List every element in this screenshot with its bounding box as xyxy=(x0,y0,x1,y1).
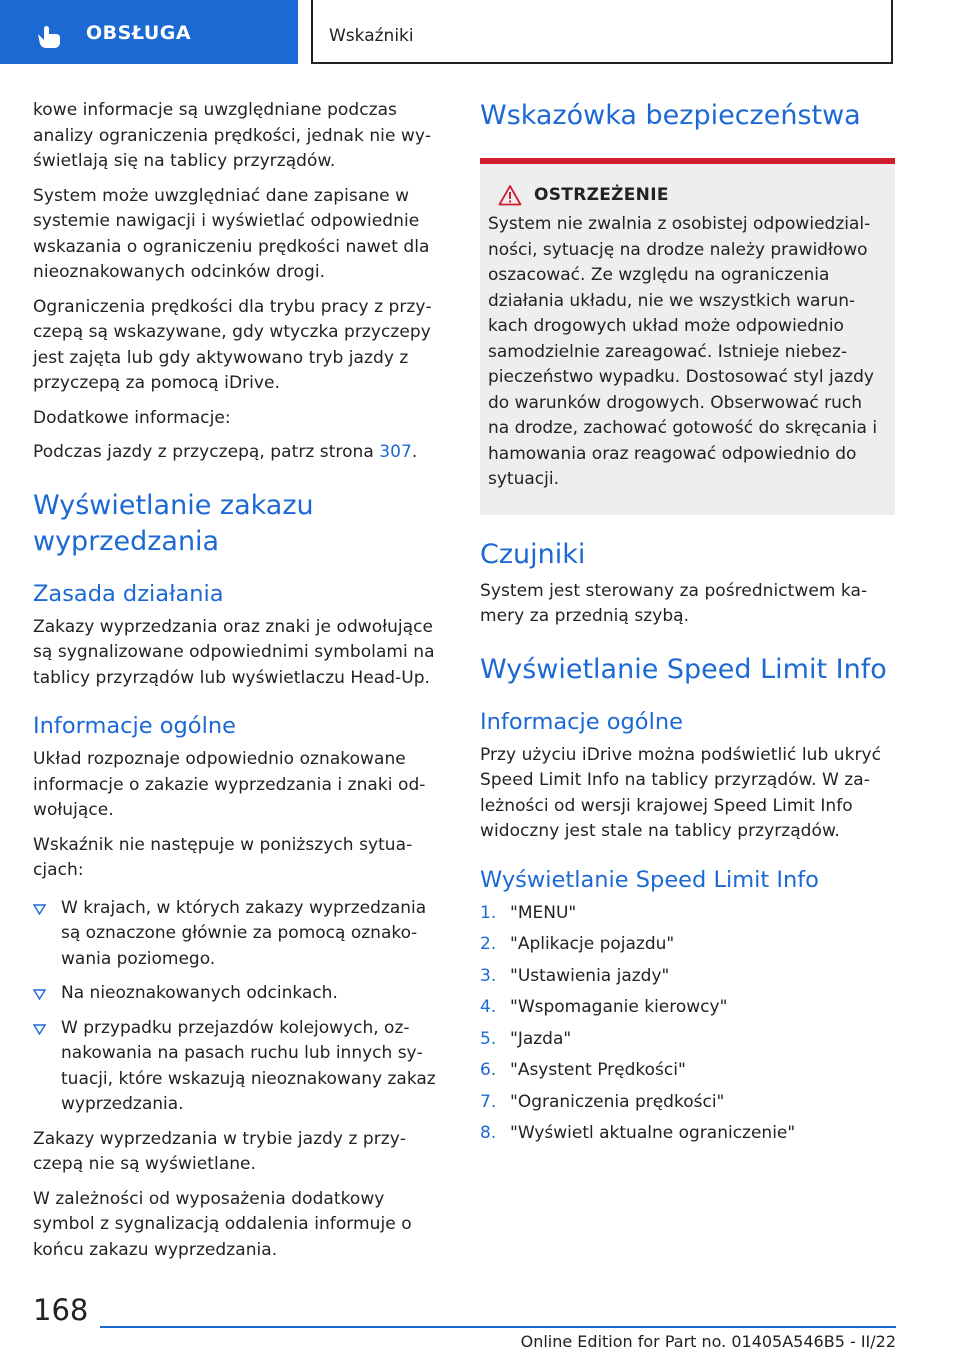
steps-list xyxy=(480,901,895,1147)
paragraph: kowe informacje są uwzględniane podczas analizy ograniczenia prędkości, jednak nie wyświetlają się na tablicy przyrządów. xyxy=(33,100,432,171)
chapter-header xyxy=(311,0,893,64)
step-item: 5. "Jazda" xyxy=(480,1028,572,1049)
paragraph: Dodatkowe informacje: xyxy=(33,407,231,428)
heading-general-info: Informacje ogólne xyxy=(480,708,683,735)
heading-speed-limit-info: Wyświetlanie Speed Limit Info xyxy=(480,653,887,685)
section-tab xyxy=(0,0,298,64)
warning-header xyxy=(488,184,887,206)
warning-text: System nie zwalnia z osobistej odpowiedzialności, sytuację na drodze należy prawidłowo oszacować. Ze względu na ograniczenia działania układu, nie we wszystkich warunkach drogowych układ może odpowiednio samodzielnie zareagować. Istnieje niebezpieczeństwo wypadku. Dostosować styl jazdy do warunków drogowych. Obserwować ruch na drodze, zachować gotowość do skręcania i hamowania oraz reagować odpowiednio do sytuacji. xyxy=(488,214,878,489)
section-label: OBSŁUGA xyxy=(86,22,192,44)
triangle-bullet-icon xyxy=(33,904,46,915)
step-item: 1. "MENU" xyxy=(480,902,577,923)
list-item: Na nieoznakowanych odcinkach. xyxy=(33,981,445,1007)
paragraph: Wskaźnik nie następuje w poniższych sytuacjach: xyxy=(33,834,413,880)
warning-title: OSTRZEŻENIE xyxy=(534,185,669,205)
left-column xyxy=(33,98,445,1272)
edition-text: Online Edition for Part no. 01405A546B5 - II/22 xyxy=(520,1332,896,1351)
paragraph-with-reference xyxy=(33,440,445,466)
right-column xyxy=(480,98,895,1153)
hand-pointer-icon xyxy=(30,20,70,50)
step-item: 4. "Wspomaganie kierowcy" xyxy=(480,997,728,1017)
warning-box xyxy=(480,158,895,515)
chapter-title: Wskaźniki xyxy=(329,26,414,46)
paragraph: System jest sterowany za pośrednictwem kamery za przednią szybą. xyxy=(480,580,868,626)
step-item: 8. "Wyświetl aktualne ograniczenie" xyxy=(480,1123,796,1143)
heading-principle: Zasada działania xyxy=(33,580,224,607)
paragraph: Ograniczenia prędkości dla trybu pracy z przyczepą są wskazywane, gdy wtyczka przyczepy jest zajęta lub gdy aktywowano tryb jazdy z przyczepą za pomocą iDrive. xyxy=(33,296,432,393)
triangle-bullet-icon xyxy=(33,1024,46,1035)
step-item: 6. "Asystent Prędkości" xyxy=(480,1060,686,1080)
step-item: 2. "Aplikacje pojazdu" xyxy=(480,934,675,954)
heading-general-info: Informacje ogólne xyxy=(33,713,236,739)
paragraph: Zakazy wyprzedzania oraz znaki je odwołujące są sygnalizowane odpowiednimi symbolami na tablicy przyrządów lub wyświetlaczu Head-Up. xyxy=(33,616,435,688)
paragraph: W zależności od wyposażenia dodatkowy symbol z sygnalizacją oddalenia informuje o końcu zakazu wyprzedzania. xyxy=(33,1188,412,1260)
bullet-list xyxy=(33,896,445,1118)
heading-no-overtaking: Wyświetlanie zakazu wyprzedzania xyxy=(33,489,314,557)
paragraph: Przy użyciu iDrive można podświetlić lub ukryć Speed Limit Info na tablicy przyrządów. W zależności od wersji krajowej Speed Limit Info widoczny jest stale na tablicy przyrządów. xyxy=(480,744,882,841)
reference-text: Podczas jazdy z przyczepą, patrz strona xyxy=(33,442,380,462)
step-item: 7. "Ograniczenia prędkości" xyxy=(480,1091,725,1112)
heading-safety-note: Wskazówka bezpieczeństwa xyxy=(480,100,861,131)
page-reference-link[interactable]: 307 xyxy=(379,442,412,462)
heading-speed-limit-display: Wyświetlanie Speed Limit Info xyxy=(480,866,819,893)
list-item: W przypadku przejazdów kolejowych, oznakowania na pasach ruchu lub innych sytuacji, które wskazują nieoznakowany zakaz wyprzedzania. xyxy=(33,1016,445,1118)
paragraph: System może uwzględniać dane zapisane w systemie nawigacji i wyświetlać odpowiednie wskazania o ograniczeniu prędkości nawet dla nieoznakowanych odcinków drogi. xyxy=(33,185,430,282)
paragraph: Zakazy wyprzedzania w trybie jazdy z przyczepą nie są wyświetlane. xyxy=(33,1128,406,1174)
reference-end: . xyxy=(411,442,418,462)
paragraph: Układ rozpoznaje odpowiednio oznakowane informacje o zakazie wyprzedzania i znaki odwołujące. xyxy=(33,749,426,820)
list-item: W krajach, w których zakazy wyprzedzania są oznaczone głównie za pomocą oznakowania poziomego. xyxy=(33,896,445,973)
page-number: 168 xyxy=(33,1293,89,1327)
footer-divider xyxy=(100,1326,896,1328)
heading-sensors: Czujniki xyxy=(480,538,586,570)
warning-triangle-icon xyxy=(498,184,522,206)
triangle-bullet-icon xyxy=(33,989,46,1000)
step-item: 3. "Ustawienia jazdy" xyxy=(480,965,670,986)
